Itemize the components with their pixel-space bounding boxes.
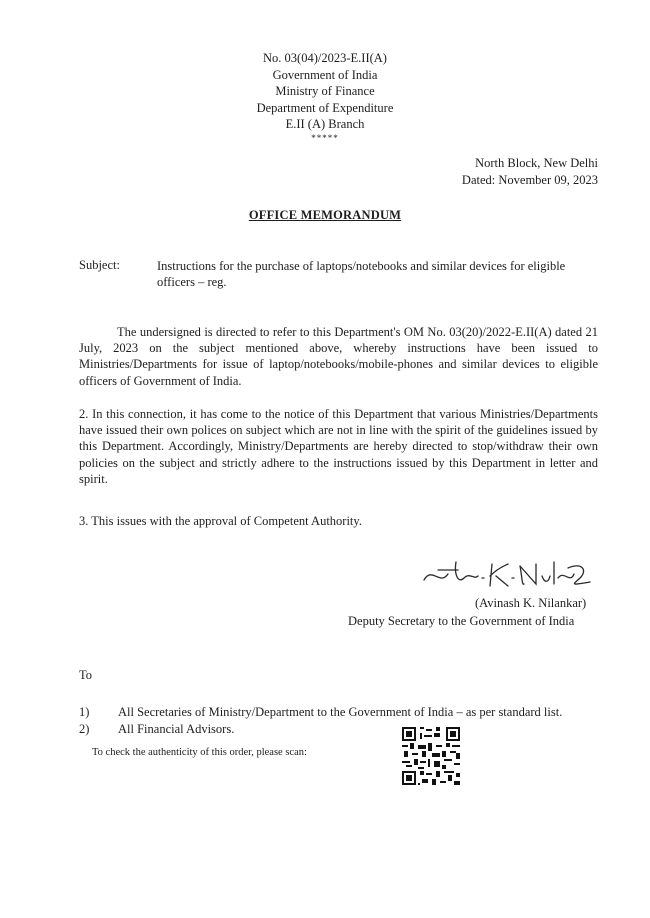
place: North Block, New Delhi bbox=[475, 156, 598, 170]
qr-code[interactable] bbox=[402, 727, 460, 785]
recipient-text: All Financial Advisors. bbox=[118, 722, 235, 736]
scan-note: To check the authenticity of this order, please scan: bbox=[92, 747, 307, 758]
recipient-number: 2) bbox=[79, 722, 90, 736]
recipient-number: 1) bbox=[79, 705, 90, 719]
government-name: Government of India bbox=[272, 67, 378, 82]
subject-text: Instructions for the purchase of laptops/notebooks and similar devices for eligible officers – reg. bbox=[157, 259, 566, 289]
separator-stars: ***** bbox=[311, 132, 339, 143]
handwritten-signature bbox=[418, 556, 598, 592]
letterhead bbox=[200, 50, 450, 143]
department-name: Department of Expenditure bbox=[256, 100, 394, 115]
to-label: To bbox=[79, 668, 93, 682]
signatory-name: (Avinash K. Nilankar) bbox=[475, 596, 587, 610]
signatory-designation: Deputy Secretary to the Government of India bbox=[348, 614, 575, 628]
date: Dated: November 09, 2023 bbox=[461, 173, 598, 187]
recipient-text: All Secretaries of Ministry/Department to the Government of India – as per standard list. bbox=[118, 705, 563, 719]
memo-title: OFFICE MEMORANDUM bbox=[248, 208, 402, 222]
file-number: No. 03(04)/2023-E.II(A) bbox=[263, 51, 387, 65]
paragraph-2: 2. In this connection, it has come to the notice of this Department that various Ministries/Departments have issued their own polices on subject which are not in line with the spirit of the guidelines issued by this Department. Accordingly, Ministry/Departments are hereby directed to stop/withdraw their own policies on the subject and strictly adhere to the instructions issued by this Department in letter and spirit. bbox=[79, 407, 598, 486]
paragraph-1: The undersigned is directed to refer to this Department's OM No. 03(20)/2022-E.II(A) dated 21 July, 2023 on the subject mentioned above, whereby instructions have been issued to Ministries/Departments for issue of laptop/notebooks/mobile-phones and similar devices to eligible officers of Government of India. bbox=[79, 325, 598, 388]
ministry-name: Ministry of Finance bbox=[275, 84, 375, 98]
place-date-block bbox=[420, 155, 598, 189]
branch-name: E.II (A) Branch bbox=[285, 117, 365, 131]
paragraph-3: 3. This issues with the approval of Competent Authority. bbox=[79, 514, 362, 528]
subject-label: Subject: bbox=[79, 258, 120, 272]
